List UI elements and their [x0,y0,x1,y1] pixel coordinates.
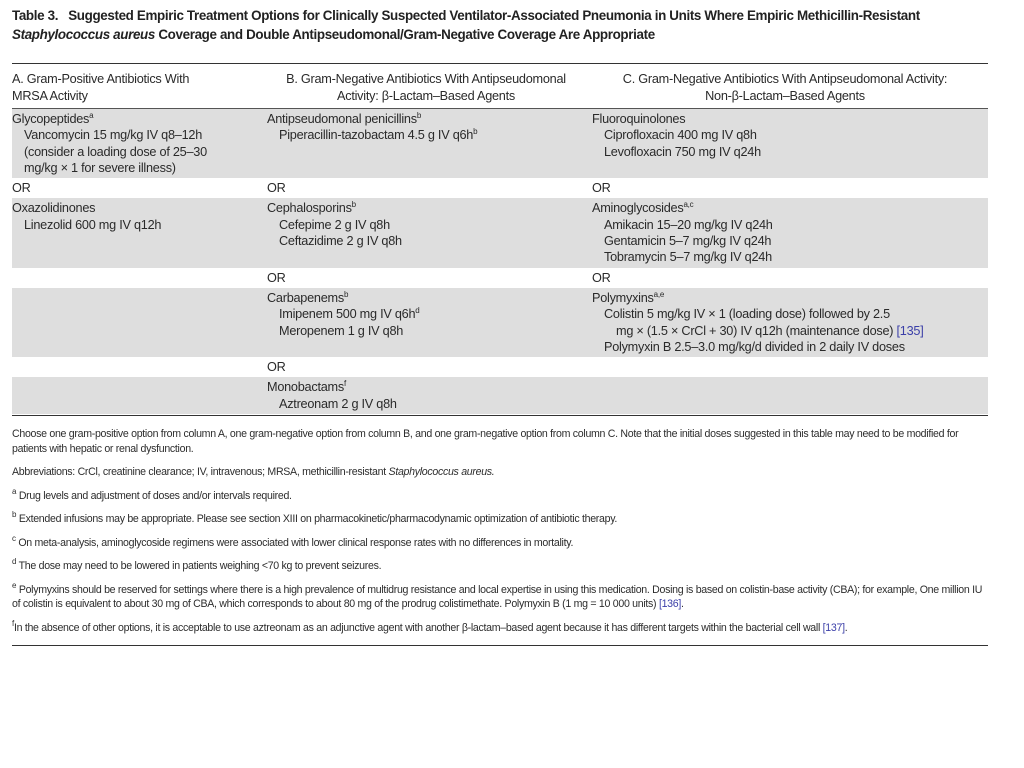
polymyxins-cell: Polymyxins$^{a,e}$ Colistin 5 mg/kg IV × 1 (loading dose) followed by 2.5 mg × (1.5 × CrCl + 30) IV q12h (maintenance dose) [135] Polymyxin B 2.5–3.0 mg/kg/d divided in 2 daily IV doses [592,288,988,357]
note-abbreviations: Abbreviations: CrCl, creatinine clearance; IV, intravenous; MRSA, methicillin-resistant Staphylococcus aureus. [12,466,495,479]
footnote-a: $^a$ Drug levels and adjustment of doses and/or intervals required. [12,486,292,502]
title-line-1 [12,6,988,25]
header-row [12,64,988,109]
footnote-f: $^f$In the absence of other options, it is acceptable to use aztreonam as an adjunctive agent with another β-lactam–based agent because it has different targets within the bacterial cell wall [137]. [12,618,848,634]
table-footnotes [12,427,988,635]
header-col-b: B. Gram-Negative Antibiotics With Antipseudomonal Activity: β-Lactam–Based Agents [286,72,566,103]
note-intro: Choose one gram-positive option from column A, one gram-negative option from column B, and one gram-negative option from column C. Note that the initial doses suggested in this table may need to be modified for patients with hepatic or renal dysfunction. [12,428,959,455]
table-row [12,198,988,267]
footnote-b: $^b$ Extended infusions may be appropriate. Please see section XIII on pharmacokinetic/pharmacodynamic optimization of antibiotic therapy. [12,510,618,526]
table-bottom-rule [12,415,988,416]
aminoglycosides-cell: Aminoglycosides$^{a,c}$ Amikacin 15–20 mg/kg IV q24h Gentamicin 5–7 mg/kg IV q24h Tobramycin 5–7 mg/kg IV q24h [592,198,988,267]
or-label: OR [592,270,611,285]
treatment-table [12,64,988,414]
table-title [12,6,988,44]
or-label: OR [267,181,286,196]
or-label: OR [267,270,286,285]
or-label: OR [267,360,286,375]
footnote-c: $^c$ On meta-analysis, aminoglycoside regimens were associated with lower clinical response rates with no differences in mortality. [12,533,574,549]
or-label: OR [592,181,611,196]
reference-link[interactable]: [137] [822,621,845,634]
table-row [12,288,988,357]
table-row [12,178,988,198]
header-col-c: C. Gram-Negative Antibiotics With Antipseudomonal Activity: Non-β-Lactam–Based Agents [622,72,948,103]
table-row [12,357,988,377]
penicillins-cell: Antipseudomonal penicillins$^b$ Piperacillin-tazobactam 4.5 g IV $q6h^b$ [265,109,592,178]
footnote-d: $^d$ The dose may need to be lowered in patients weighing <70 kg to prevent seizures. [12,557,382,573]
document-page [12,4,988,646]
table-label: Table 3. [12,8,59,23]
bottom-rule [12,645,988,646]
or-label: OR [12,181,31,196]
carbapenems-cell: Carbapenems$^b$ Imipenem 500 mg IV $q6h^d$ Meropenem 1 g IV q8h [265,288,592,357]
header-col-a: A. Gram-Positive Antibiotics With MRSA Activity [12,72,190,103]
title-organism: Staphylococcus aureus [12,27,155,42]
footnote-e: $^e$ Polymyxins should be reserved for settings where there is a high prevalence of multidrug resistance and local expertise in using this medication. Dosing is based on colistin-base activity (CBA); for example, One million IU of colistin is equivalent to about 30 mg of CBA, which corresponds to about 80 mg of the prodrug colistimethate. Polymyxin B (1 mg = 10 000 units) [136]. [12,580,983,611]
glycopeptides-cell: Glycopeptides$^a$ Vancomycin 15 mg/kg IV q8–12h (consider a loading dose of 25–30 mg/kg × 1 for severe illness) [12,109,265,178]
title-line-2 [12,25,988,44]
title-text-2: Coverage and Double Antipseudomonal/Gram-Negative Coverage Are Appropriate [158,27,655,42]
reference-link[interactable]: [136] [658,598,681,611]
fluoroquinolones-cell: Fluoroquinolones Ciprofloxacin 400 mg IV q8h Levofloxacin 750 mg IV q24h [592,109,988,178]
cephalosporins-cell: Cephalosporins$^b$ Cefepime 2 g IV q8h Ceftazidime 2 g IV q8h [265,198,592,267]
oxazolidinones-cell: Oxazolidinones Linezolid 600 mg IV q12h [12,198,265,267]
monobactams-cell: Monobactams$^f$ Aztreonam 2 g IV q8h [265,377,592,414]
reference-link[interactable]: [135] [896,323,924,338]
title-text-1: Suggested Empiric Treatment Options for Clinically Suspected Ventilator-Associated Pneumonia in Units Where Empiric Methicillin-Resistant [68,8,920,23]
table-row [12,268,988,288]
table-row [12,109,988,178]
table-row [12,377,988,414]
